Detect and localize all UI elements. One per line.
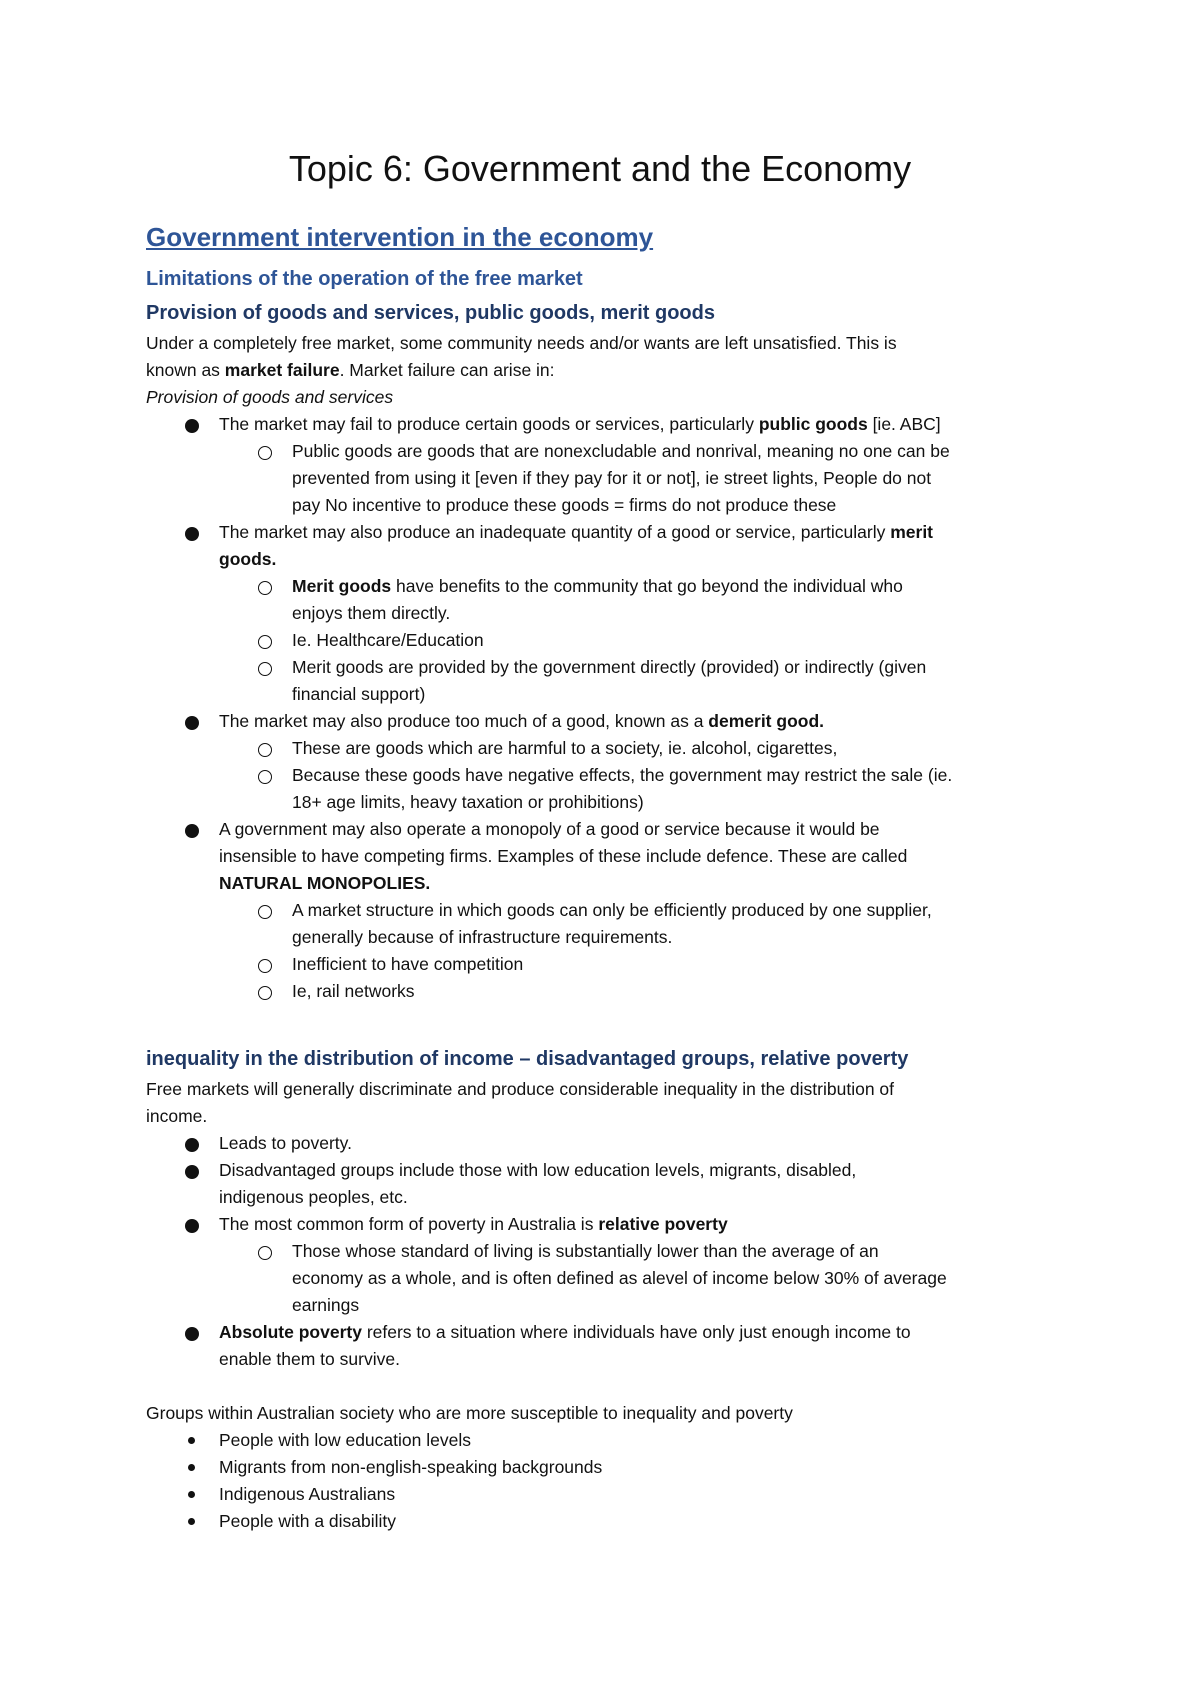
sub-merit-1 <box>292 573 903 600</box>
bullet-merit-goods <box>219 519 933 546</box>
sub-merit-3: Merit goods are provided by the government directly (provided) or indirectly (given <box>292 657 927 677</box>
sub-monopoly-1: A market structure in which goods can only be efficiently produced by one supplier, <box>292 900 932 920</box>
circle-bullet-icon <box>258 635 272 649</box>
sub-public-goods-3: pay No incentive to produce these goods = firms do not produce these <box>292 495 837 515</box>
sub-monopoly-1-cont: generally because of infrastructure requirements. <box>292 927 673 947</box>
bullet-monopoly-2: insensible to have competing firms. Examples of these include defence. These are called <box>219 846 908 866</box>
sub-monopoly-2: Inefficient to have competition <box>292 954 524 974</box>
ineq-bullet-poverty: Leads to poverty. <box>219 1133 352 1153</box>
bullet-dot-icon <box>188 1518 195 1525</box>
bullet-dot-icon <box>188 1464 195 1471</box>
circle-bullet-icon <box>258 662 272 676</box>
group-item: People with low education levels <box>219 1430 471 1450</box>
circle-bullet-icon <box>258 986 272 1000</box>
intro-text: known as <box>146 360 225 380</box>
group-item: Migrants from non-english-speaking backgrounds <box>219 1457 603 1477</box>
bullet-dot-icon <box>188 1437 195 1444</box>
group-item: People with a disability <box>219 1511 397 1531</box>
bullet-demerit-good <box>219 708 824 735</box>
merit-goods-term: Merit goods <box>292 576 392 596</box>
intro-italic: Provision of goods and services <box>146 387 394 407</box>
ineq-bullet-absolute-cont: enable them to survive. <box>219 1349 400 1369</box>
heading-provision: Provision of goods and services, public goods, merit goods <box>146 302 715 324</box>
market-failure-term: market failure <box>224 360 340 380</box>
sub-monopoly-3: Ie, rail networks <box>292 981 415 1001</box>
bullet-icon <box>185 716 199 730</box>
bullet-public-goods <box>219 411 941 438</box>
bullet-dot-icon <box>188 1491 195 1498</box>
groups-intro: Groups within Australian society who are more susceptible to inequality and poverty <box>146 1403 793 1423</box>
sub-relative-2: economy as a whole, and is often defined as alevel of income below 30% of average <box>292 1268 947 1288</box>
sub-demerit-2-cont: 18+ age limits, heavy taxation or prohibitions) <box>292 792 644 812</box>
circle-bullet-icon <box>258 770 272 784</box>
bullet-icon <box>185 1165 199 1179</box>
bullet-text: The market may also produce an inadequate quantity of a good or service, particularly <box>219 522 891 542</box>
circle-bullet-icon <box>258 743 272 757</box>
intro-line-2 <box>146 357 555 384</box>
bullet-monopoly-1: A government may also operate a monopoly of a good or service because it would be <box>219 819 880 839</box>
bullet-text: refers to a situation where individuals have only just enough income to <box>361 1322 911 1342</box>
bullet-icon <box>185 1138 199 1152</box>
public-goods-term: public goods <box>758 414 868 434</box>
sub-text: have benefits to the community that go beyond the individual who <box>391 576 903 596</box>
bullet-icon <box>185 824 199 838</box>
bullet-icon <box>185 1327 199 1341</box>
sub-merit-1-cont: enjoys them directly. <box>292 603 451 623</box>
demerit-term: demerit good. <box>708 711 824 731</box>
sub-demerit-2: Because these goods have negative effects, the government may restrict the sale (ie. <box>292 765 953 785</box>
ineq-bullet-groups-cont: indigenous peoples, etc. <box>219 1187 408 1207</box>
inequality-line-2: income. <box>146 1106 208 1126</box>
bullet-text: [ie. ABC] <box>867 414 941 434</box>
circle-bullet-icon <box>258 905 272 919</box>
sub-relative-1: Those whose standard of living is substantially lower than the average of an <box>292 1241 879 1261</box>
circle-bullet-icon <box>258 1246 272 1260</box>
merit-term: merit <box>890 522 934 542</box>
sub-relative-3: earnings <box>292 1295 360 1315</box>
group-item: Indigenous Australians <box>219 1484 396 1504</box>
sub-merit-2: Ie. Healthcare/Education <box>292 630 484 650</box>
sub-public-goods-1: Public goods are goods that are nonexcludable and nonrival, meaning no one can be <box>292 441 950 461</box>
ineq-bullet-relative <box>219 1211 728 1238</box>
heading-limitations: Limitations of the operation of the free market <box>146 268 583 290</box>
circle-bullet-icon <box>258 446 272 460</box>
heading-government-intervention: Government intervention in the economy <box>146 222 654 252</box>
bullet-merit-goods-cont: goods. <box>219 549 277 569</box>
ineq-bullet-groups: Disadvantaged groups include those with low education levels, migrants, disabled, <box>219 1160 857 1180</box>
inequality-line-1: Free markets will generally discriminate and produce considerable inequality in the distribution of <box>146 1079 895 1099</box>
absolute-poverty-term: Absolute poverty <box>219 1322 362 1342</box>
ineq-bullet-absolute <box>219 1319 911 1346</box>
sub-public-goods-2: prevented from using it [even if they pay for it or not], ie street lights, People do not <box>292 468 932 488</box>
natural-monopolies-term: NATURAL MONOPOLIES. <box>219 873 431 893</box>
bullet-text: The market may fail to produce certain goods or services, particularly <box>219 414 759 434</box>
sub-merit-3-cont: financial support) <box>292 684 426 704</box>
page-title: Topic 6: Government and the Economy <box>288 148 912 189</box>
heading-inequality: inequality in the distribution of income – disadvantaged groups, relative poverty <box>146 1048 909 1070</box>
circle-bullet-icon <box>258 959 272 973</box>
sub-demerit-1: These are goods which are harmful to a society, ie. alcohol, cigarettes, <box>292 738 838 758</box>
relative-poverty-term: relative poverty <box>598 1214 728 1234</box>
bullet-text: The most common form of poverty in Australia is <box>219 1214 599 1234</box>
bullet-icon <box>185 1219 199 1233</box>
bullet-text: The market may also produce too much of a good, known as a <box>219 711 709 731</box>
bullet-icon <box>185 527 199 541</box>
circle-bullet-icon <box>258 581 272 595</box>
intro-line-1: Under a completely free market, some community needs and/or wants are left unsatisfied. This is <box>146 333 897 353</box>
bullet-icon <box>185 419 199 433</box>
intro-text: . Market failure can arise in: <box>339 360 555 380</box>
